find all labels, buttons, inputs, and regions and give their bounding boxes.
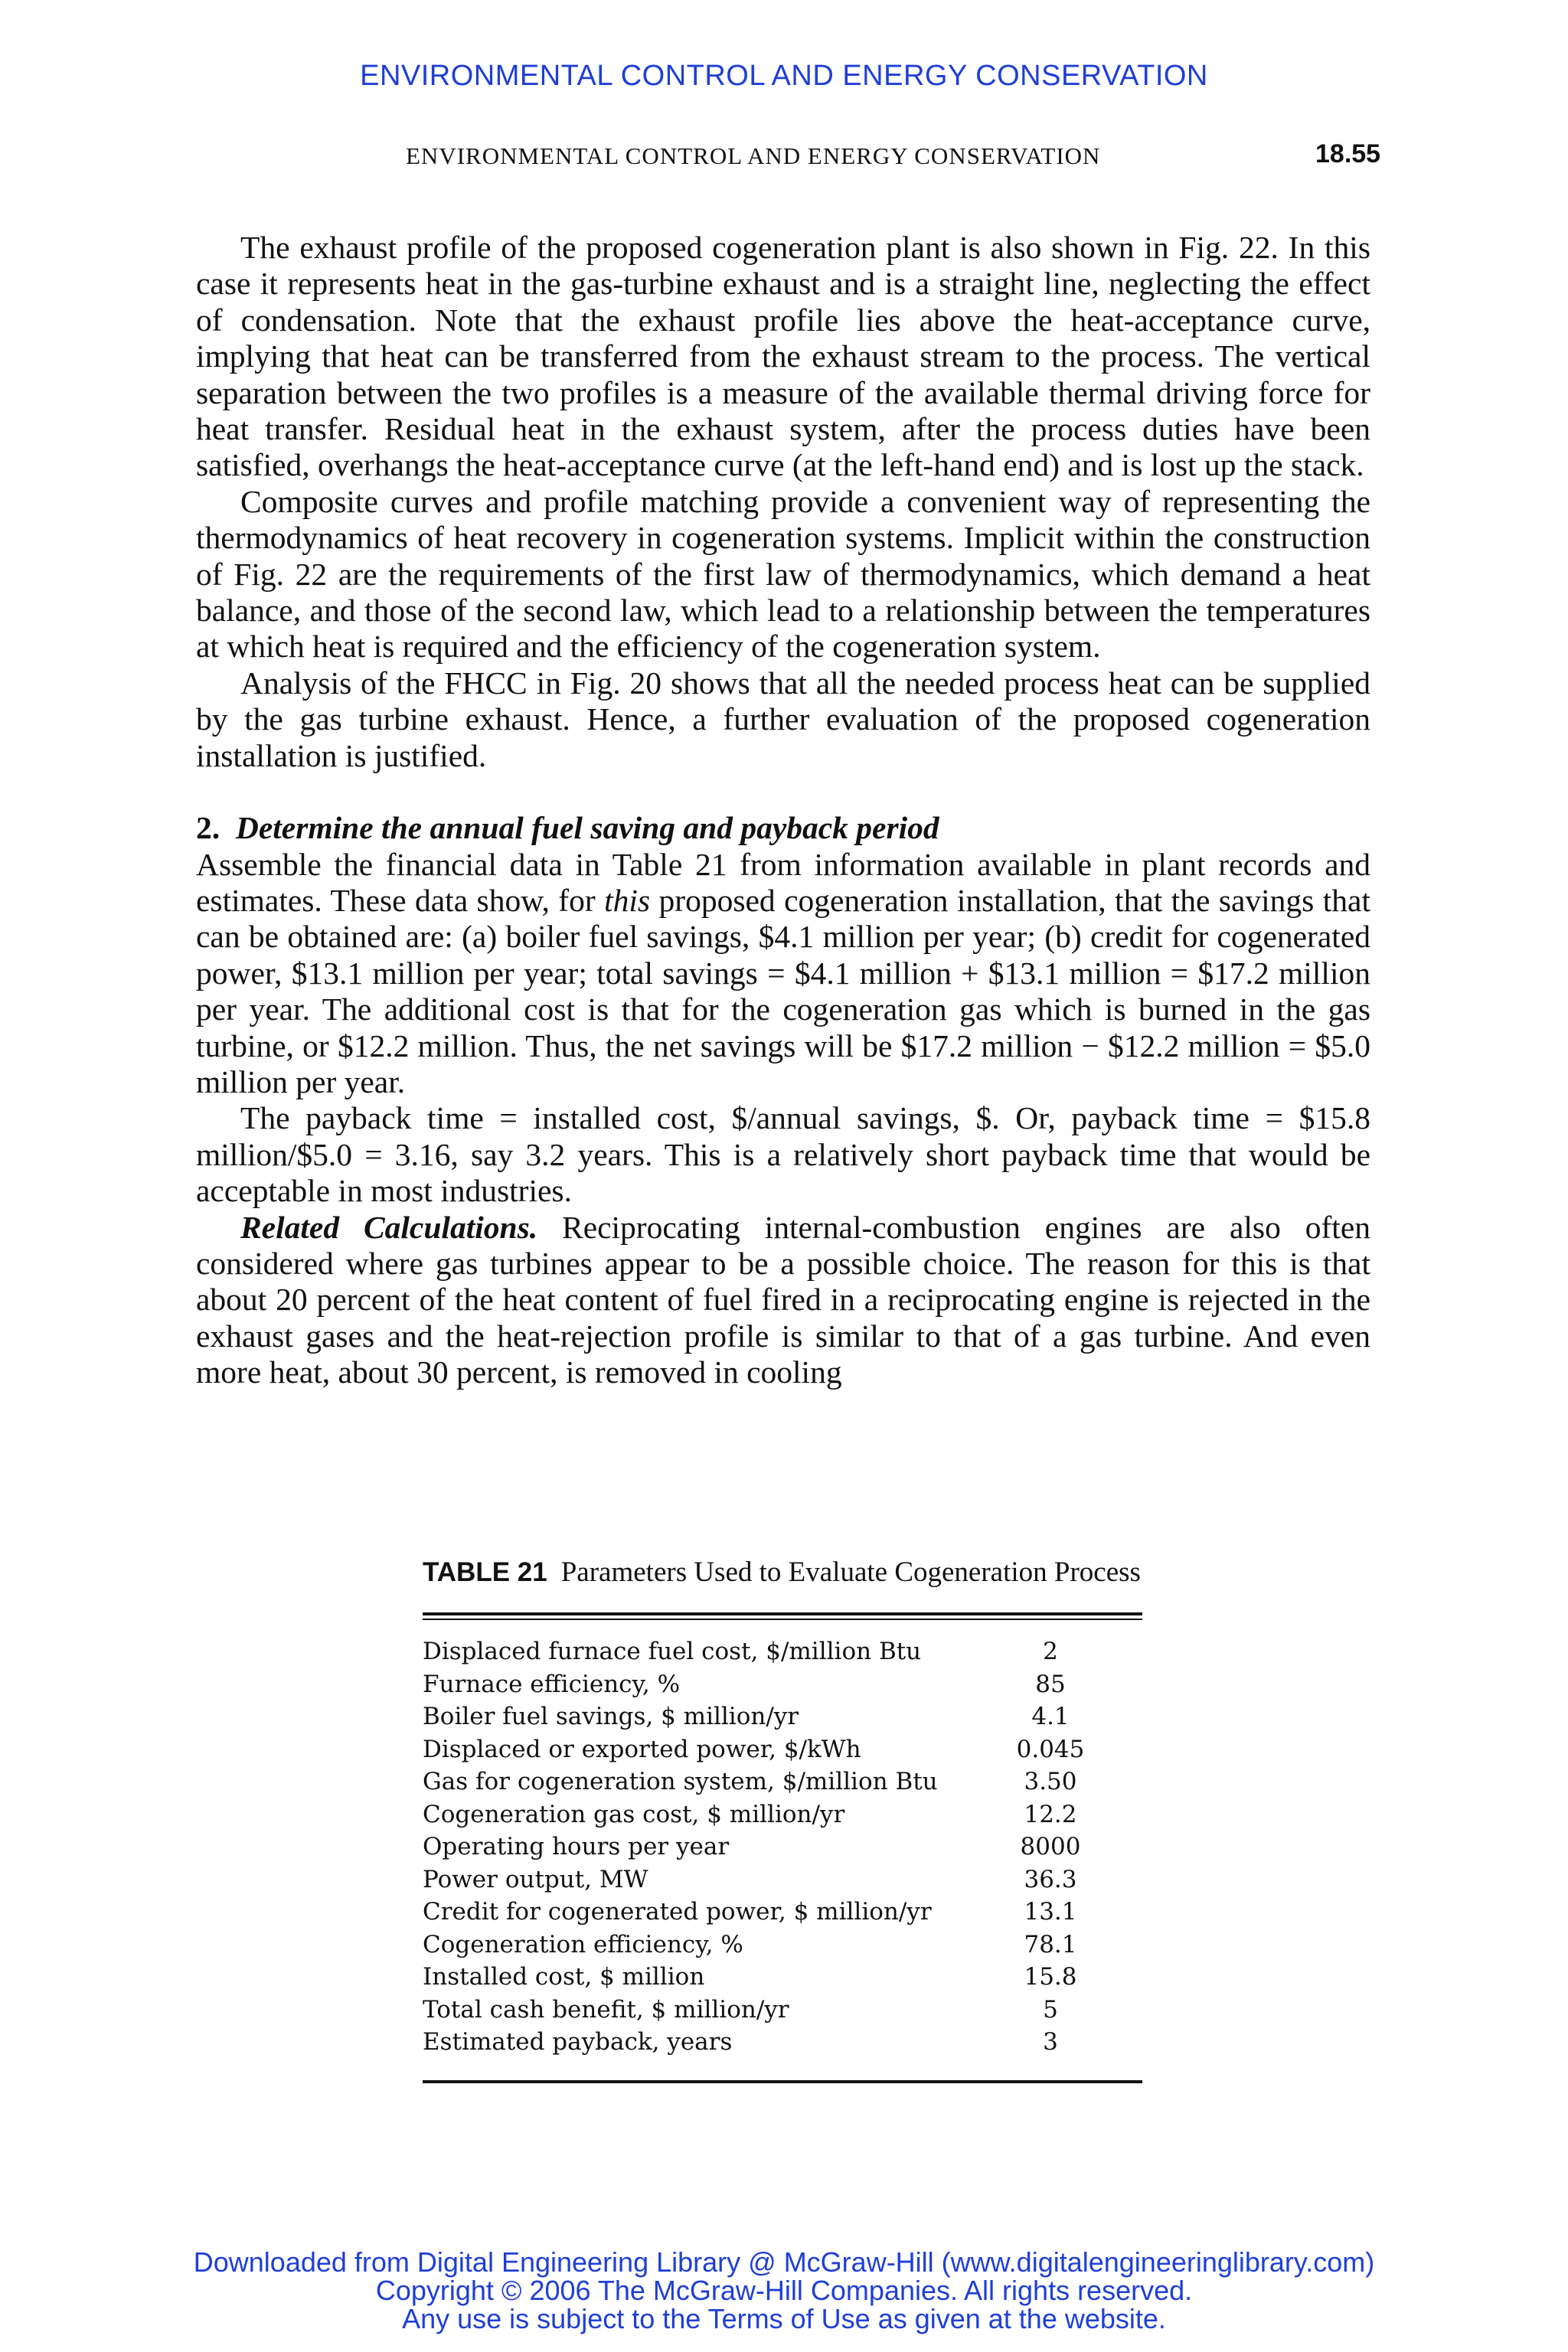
table-cell-parameter: Power output, MW — [423, 1865, 648, 1893]
paragraph-1: The exhaust profile of the proposed cogeneration plant is also shown in Fig. 22. In this case it represents heat in the gas-turbine exhaust and is a straight line, neglecting the effect of condensation. Note that the exhaust profile lies above the heat-acceptance curve, implying that heat can be transferred from the exhaust stream to the process. The vertical separation between the two profiles is a measure of the available thermal driving force for heat transfer. Residual heat in the exhaust system, after the process duties have been satisfied, overhangs the heat-acceptance curve (at the left-hand end) and is lost up the stack. — [196, 230, 1370, 483]
table-row — [423, 1929, 1142, 1962]
page-number: 18.55 — [1315, 139, 1381, 168]
table-caption-text: Parameters Used to Evaluate Cogeneration Process — [560, 1557, 1141, 1588]
table-row — [423, 1961, 1142, 1994]
table-cell-value: 78.1 — [1024, 1930, 1077, 1958]
table-cell-value: 4.1 — [1031, 1703, 1070, 1730]
table-cell-parameter: Displaced furnace fuel cost, $/million Btu — [423, 1638, 922, 1665]
table-cell-value: 3 — [1043, 2028, 1058, 2056]
footer — [0, 2248, 1568, 2333]
table-cell-parameter: Installed cost, $ million — [423, 1963, 705, 1991]
table-caption — [423, 1556, 1142, 1589]
paragraph-4-a: Assemble the financial data in Table 21 from information available in plant records and estimates. These data show, for — [196, 846, 1370, 918]
run-in-heading: Related Calculations. — [240, 1209, 538, 1245]
table-cell-value: 3.50 — [1024, 1768, 1077, 1795]
section-heading — [196, 810, 1370, 846]
paragraph-5: The payback time = installed cost, $/annual savings, $. Or, payback time = $15.8 million/$5.0 = 3.16, say 3.2 years. This is a relatively short payback time that would be acceptable in most industries. — [196, 1100, 1370, 1209]
table-cell-value: 5 — [1043, 1995, 1058, 2024]
top-banner: ENVIRONMENTAL CONTROL AND ENERGY CONSERVATION — [360, 60, 1208, 92]
emphasis-this: this — [604, 882, 651, 918]
table-row — [423, 1766, 1142, 1798]
table-row — [423, 1635, 1142, 1668]
table-row — [423, 1700, 1142, 1733]
table-row — [423, 1733, 1142, 1766]
table-cell-parameter: Boiler fuel savings, $ million/yr — [423, 1703, 799, 1730]
table-cell-parameter: Gas for cogeneration system, $/million Btu — [423, 1768, 938, 1795]
table-label: TABLE 21 — [423, 1557, 547, 1587]
table-cell-value: 12.2 — [1024, 1800, 1077, 1828]
footer-line-2: Copyright © 2006 The McGraw-Hill Companies. All rights reserved. — [375, 2275, 1193, 2306]
table-cell-parameter: Cogeneration efficiency, % — [423, 1930, 743, 1958]
paragraph-6-text: Reciprocating internal-combustion engines are also often considered where gas turbines appear to be a possible choice. The reason for this is that about 20 percent of the heat content of fuel fired in a reciprocating engine is rejected in the exhaust gases and the heat-rejection profile is similar to that of a gas turbine. And even more heat, about 30 percent, is removed in cooling — [196, 1209, 1370, 1390]
table-cell-parameter: Total cash benefit, $ million/yr — [423, 1995, 789, 2024]
table-cell-value: 36.3 — [1024, 1865, 1077, 1893]
paragraph-4-b: proposed cogeneration installation, that the savings that can be obtained are: (a) boiler fuel savings, $4.1 million per year; (b) credit for cogenerated power, $13.1 million per year; total savings = $4.1 million + $13.1 million = $17.2 million per year. The additional cost is that for the cogeneration gas which is burned in the gas turbine, or $12.2 million. Thus, the net savings will be $17.2 million − $12.2 million = $5.0 million per year. — [196, 882, 1370, 1099]
footer-line-3: Any use is subject to the Terms of Use as given at the website. — [402, 2303, 1166, 2334]
footer-line-1[interactable]: Downloaded from Digital Engineering Library @ McGraw-Hill (www.digitalengineeringlibrary.com) — [193, 2246, 1375, 2278]
heading-title: Determine the annual fuel saving and payback period — [235, 810, 939, 846]
table-row — [423, 1994, 1142, 2027]
table-row — [423, 1896, 1142, 1929]
table-row — [423, 1864, 1142, 1896]
table-row — [423, 1668, 1142, 1701]
table-row — [423, 1831, 1142, 1864]
paragraph-2: Composite curves and profile matching provide a convenient way of representing the thermodynamics of heat recovery in cogeneration systems. Implicit within the construction of Fig. 22 are the requirements of the first law of thermodynamics, which demand a heat balance, and those of the second law, which lead to a relationship between the temperatures at which heat is required and the efficiency of the cogeneration system. — [196, 483, 1370, 665]
table-cell-parameter: Operating hours per year — [423, 1833, 730, 1860]
table-cell-parameter: Displaced or exported power, $/kWh — [423, 1735, 861, 1763]
table-cell-value: 15.8 — [1024, 1963, 1077, 1991]
paragraph-3: Analysis of the FHCC in Fig. 20 shows that all the needed process heat can be supplied by the gas turbine exhaust. Hence, a further evaluation of the proposed cogeneration installation is justified. — [196, 665, 1370, 773]
table-cell-value: 0.045 — [1016, 1735, 1085, 1763]
paragraph-4 — [196, 847, 1370, 1101]
table-cell-parameter: Furnace efficiency, % — [423, 1670, 681, 1698]
table-cell-parameter: Estimated payback, years — [423, 2028, 733, 2056]
parameters-table — [423, 1635, 1142, 2059]
table-top-rule — [423, 1612, 1142, 1615]
paragraph-6 — [196, 1210, 1370, 1391]
body-text — [196, 230, 1370, 1391]
table-21 — [423, 1556, 1142, 2083]
running-head: ENVIRONMENTAL CONTROL AND ENERGY CONSERVATION — [406, 142, 1101, 169]
table-cell-value: 13.1 — [1024, 1898, 1077, 1926]
table-cell-value: 8000 — [1020, 1833, 1081, 1860]
table-cell-parameter: Credit for cogenerated power, $ million/yr — [423, 1898, 932, 1926]
table-top-rule-thin — [423, 1619, 1142, 1620]
table-row — [423, 2026, 1142, 2059]
heading-number: 2. — [196, 810, 220, 846]
table-cell-value: 85 — [1035, 1670, 1066, 1698]
table-bottom-rule — [423, 2080, 1142, 2083]
table-row — [423, 1798, 1142, 1831]
table-cell-value: 2 — [1043, 1638, 1058, 1665]
table-cell-parameter: Cogeneration gas cost, $ million/yr — [423, 1800, 845, 1828]
